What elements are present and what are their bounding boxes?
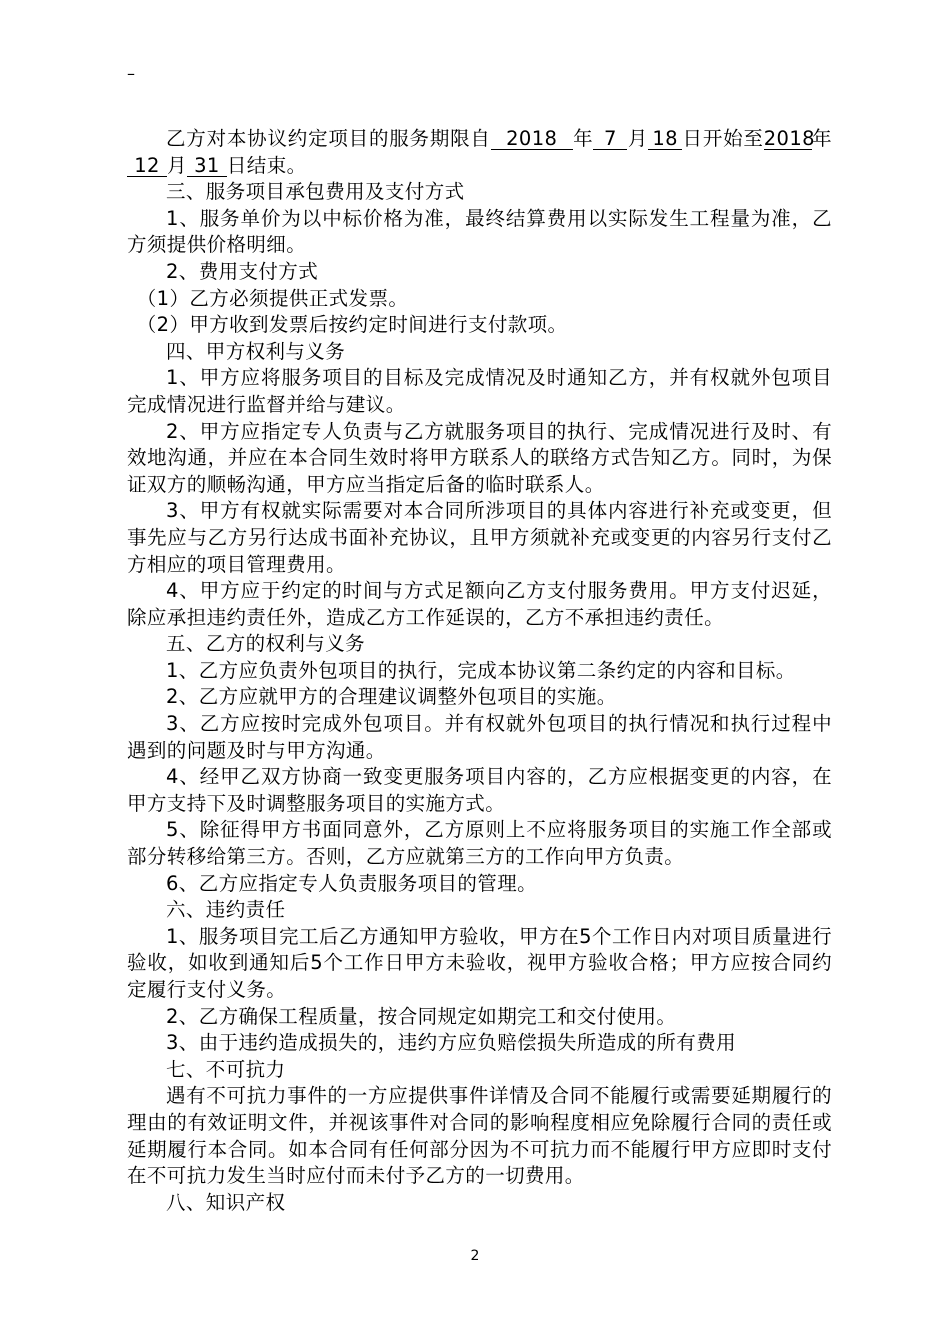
paragraph: 2、甲方应指定专人负责与乙方就服务项目的执行、完成情况进行及时、有效地沟通，并应在本合同生效时将甲方联系人的联络方式告知乙方。同时，为保证双方的顺畅沟通，甲方应当指定后备的临时联系人。 xyxy=(127,419,832,496)
year-char: 年 xyxy=(572,127,594,150)
document-body xyxy=(127,126,832,1216)
paragraph: 2、费用支付方式 xyxy=(166,259,319,283)
paragraph: 六、违约责任 xyxy=(166,898,286,922)
paragraph: 遇有不可抗力事件的一方应提供事件详情及合同不能履行或需要延期履行的理由的有效证明文件，并视该事件对合同的影响程度相应免除履行合同的责任或延期履行本合同。如本合同有任何部分因为不可抗力而不能履行甲方应即时支付在不可抗力发生当时应付而未付予乙方的一切费用。 xyxy=(127,1084,832,1188)
end-month-blank: 12 xyxy=(127,156,167,177)
page-number: 2 xyxy=(470,1248,480,1264)
paragraph: 5、除征得甲方书面同意外，乙方原则上不应将服务项目的实施工作全部或部分转移给第三方。否则，乙方应就第三方的工作向甲方负责。 xyxy=(127,818,832,869)
paragraph: 4、甲方应于约定的时间与方式足额向乙方支付服务费用。甲方支付迟延，除应承担违约责任外，造成乙方工作延误的，乙方不承担违约责任。 xyxy=(127,579,832,629)
paragraph: 1、甲方应将服务项目的目标及完成情况及时通知乙方，并有权就外包项目完成情况进行监督并给与建议。 xyxy=(127,366,832,416)
paragraph: （2）甲方收到发票后按约定时间进行支付款项。 xyxy=(136,313,568,337)
end-suffix: 日结束。 xyxy=(226,153,307,177)
end-year-blank: 2018 xyxy=(763,127,815,150)
paragraph: 五、乙方的权利与义务 xyxy=(166,632,366,656)
paragraph: 2、乙方应就甲方的合理建议调整外包项目的实施。 xyxy=(166,685,617,709)
paragraph-list xyxy=(127,179,832,1216)
service-period-prefix: 乙方对本协议约定项目的服务期限自 xyxy=(166,127,491,150)
paragraph: 3、乙方应按时完成外包项目。并有权就外包项目的执行情况和执行过程中遇到的问题及时与甲方沟通。 xyxy=(127,712,832,762)
header-mark: – xyxy=(127,64,135,83)
service-period-paragraph xyxy=(127,126,832,179)
end-day-blank: 31 xyxy=(187,156,227,177)
paragraph: 1、服务单价为以中标价格为准，最终结算费用以实际发生工程量为准，乙方须提供价格明细。 xyxy=(127,206,832,257)
start-suffix: 日开始至 xyxy=(682,127,764,150)
start-month-blank: 7 xyxy=(593,129,627,150)
paragraph: 四、甲方权利与义务 xyxy=(166,339,346,363)
month-char-2: 月 xyxy=(167,153,187,177)
start-year-blank: 2018 xyxy=(491,129,573,150)
paragraph: 八、知识产权 xyxy=(166,1190,286,1214)
paragraph: 三、服务项目承包费用及支付方式 xyxy=(166,180,465,204)
month-char: 月 xyxy=(627,127,649,150)
paragraph: 6、乙方应指定专人负责服务项目的管理。 xyxy=(166,871,538,895)
paragraph: 2、乙方确保工程质量，按合同规定如期完工和交付使用。 xyxy=(166,1004,677,1028)
paragraph: 七、不可抗力 xyxy=(166,1057,286,1081)
paragraph: 4、经甲乙双方协商一致变更服务项目内容的，乙方应根据变更的内容，在甲方支持下及时调整服务项目的实施方式。 xyxy=(127,765,832,815)
paragraph: 3、甲方有权就实际需要对本合同所涉项目的具体内容进行补充或变更，但事先应与乙方另行达成书面补充协议，且甲方须就补充或变更的内容另行支付乙方相应的项目管理费用。 xyxy=(127,499,832,576)
paragraph: 3、由于违约造成损失的，违约方应负赔偿损失所造成的所有费用 xyxy=(166,1031,737,1055)
start-day-blank: 18 xyxy=(648,129,682,150)
paragraph: 1、服务项目完工后乙方通知甲方验收，甲方在5个工作日内对项目质量进行验收，如收到通知后5个工作日甲方未验收，视甲方验收合格；甲方应按合同约定履行支付义务。 xyxy=(127,924,832,1001)
paragraph: （1）乙方必须提供正式发票。 xyxy=(136,286,409,310)
year-char-2: 年 xyxy=(811,127,832,150)
paragraph: 1、乙方应负责外包项目的执行，完成本协议第二条约定的内容和目标。 xyxy=(166,658,796,682)
